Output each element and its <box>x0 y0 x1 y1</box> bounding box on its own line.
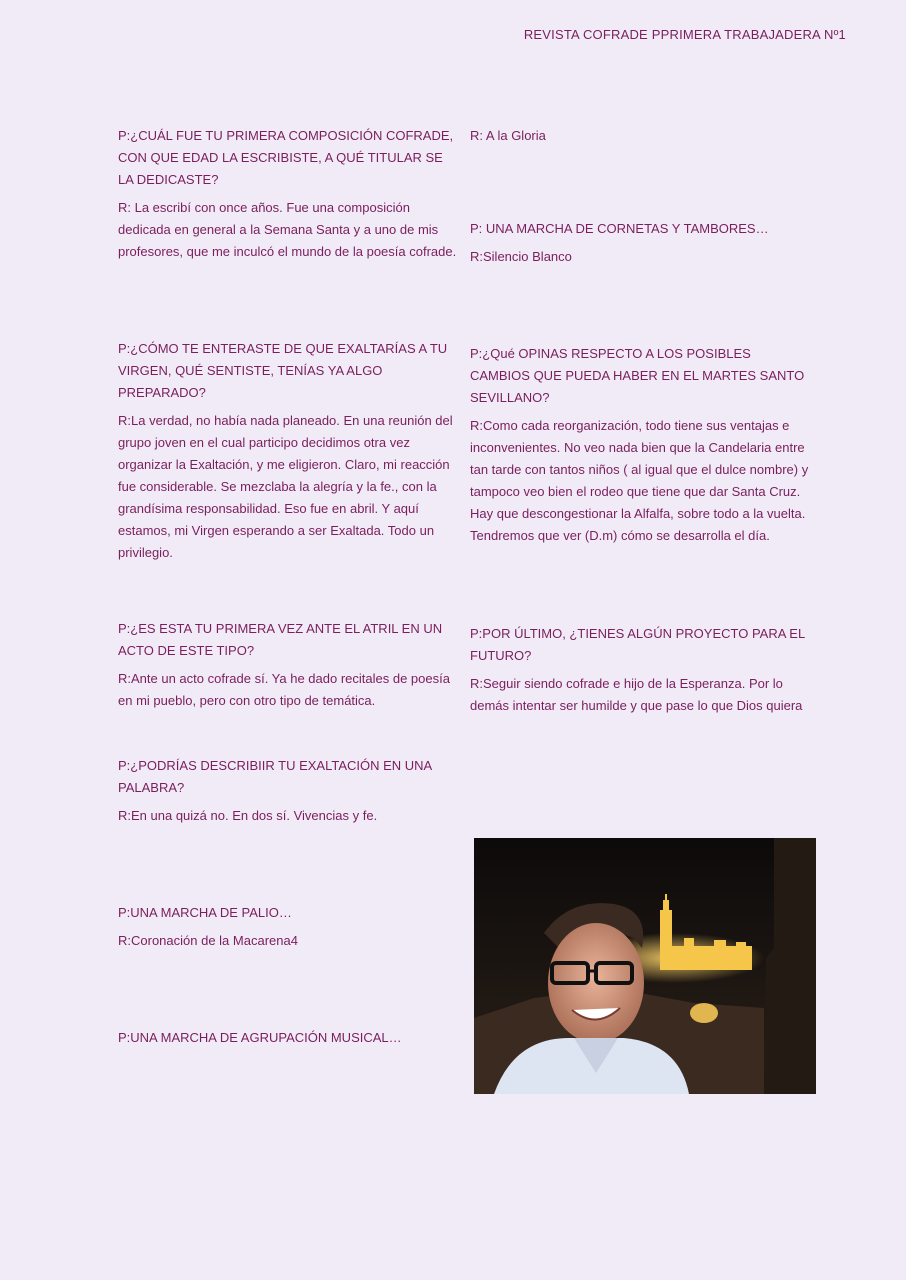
answer: R:Ante un acto cofrade sí. Ya he dado recitales de poesía en mi pueblo, pero con otro tipo de temática. <box>118 671 450 708</box>
question: P:¿ES ESTA TU PRIMERA VEZ ANTE EL ATRIL EN UN ACTO DE ESTE TIPO? <box>118 621 443 658</box>
portrait-photo-graphic <box>474 838 816 1094</box>
question: P:UNA MARCHA DE PALIO… <box>118 905 292 920</box>
qa-first-time-atril <box>118 618 460 712</box>
qa-first-composition <box>118 125 460 263</box>
question: P:¿CUÁL FUE TU PRIMERA COMPOSICIÓN COFRADE, CON QUE EDAD LA ESCRIBISTE, A QUÉ TITULAR SE LA DEDICASTE? <box>118 128 454 187</box>
portrait-photo <box>474 838 816 1094</box>
question: P:POR ÚLTIMO, ¿TIENES ALGÚN PROYECTO PARA EL FUTURO? <box>470 626 805 663</box>
answer: R: La escribí con once años. Fue una composición dedicada en general a la Semana Santa y a uno de mis profesores, que me inculcó el mundo de la poesía cofrade. <box>118 200 457 259</box>
answer: R:Seguir siendo cofrade e hijo de la Esperanza. Por lo demás intentar ser humilde y que pase lo que Dios quiera <box>470 676 803 713</box>
answer: R: A la Gloria <box>470 128 546 143</box>
question: P:UNA MARCHA DE AGRUPACIÓN MUSICAL… <box>118 1030 402 1045</box>
qa-one-word <box>118 755 460 827</box>
question: P:¿Qué OPINAS RESPECTO A LOS POSIBLES CAMBIOS QUE PUEDA HABER EN EL MARTES SANTO SEVILLANO? <box>470 346 805 405</box>
qa-martes-santo <box>470 343 812 547</box>
qa-marcha-agrupacion <box>118 1027 460 1055</box>
answer: R:En una quizá no. En dos sí. Vivencias y fe. <box>118 808 378 823</box>
answer: R:Silencio Blanco <box>470 249 572 264</box>
qa-dedication-answer <box>470 125 812 147</box>
qa-marcha-palio <box>118 902 460 952</box>
qa-future-project <box>470 623 812 717</box>
question: P:¿PODRÍAS DESCRIBIIR TU EXALTACIÓN EN UNA PALABRA? <box>118 758 432 795</box>
answer: R:La verdad, no había nada planeado. En una reunión del grupo joven en el cual participo decidimos otra vez organizar la Exaltación, y me eligieron. Claro, mi reacción fue considerable. Se mezclaba la alegría y la fe., con la grandísima responsabilidad. Eso fue en abril. Y aquí estamos, mi Virgen esperando a ser Exaltada. Todo un privilegio. <box>118 413 453 560</box>
qa-marcha-cornetas <box>470 218 812 268</box>
question: P: UNA MARCHA DE CORNETAS Y TAMBORES… <box>470 221 769 236</box>
magazine-header: REVISTA COFRADE PPRIMERA TRABAJADERA Nº1 <box>523 27 846 42</box>
question: P:¿CÓMO TE ENTERASTE DE QUE EXALTARÍAS A TU VIRGEN, QUÉ SENTISTE, TENÍAS YA ALGO PREPARADO? <box>118 341 448 400</box>
qa-how-found-out <box>118 338 460 564</box>
answer: R:Como cada reorganización, todo tiene sus ventajas e inconvenientes. No veo nada bien que la Candelaria entre tan tarde con tantos niños ( al igual que el dulce nombre) y tampoco veo bien el rodeo que tiene que dar Santa Cruz. Hay que descongestionar la Alfalfa, sobre todo a la vuelta. Tendremos que ver (D.m) cómo se desarrolla el día. <box>470 418 809 543</box>
answer: R:Coronación de la Macarena4 <box>118 933 298 948</box>
